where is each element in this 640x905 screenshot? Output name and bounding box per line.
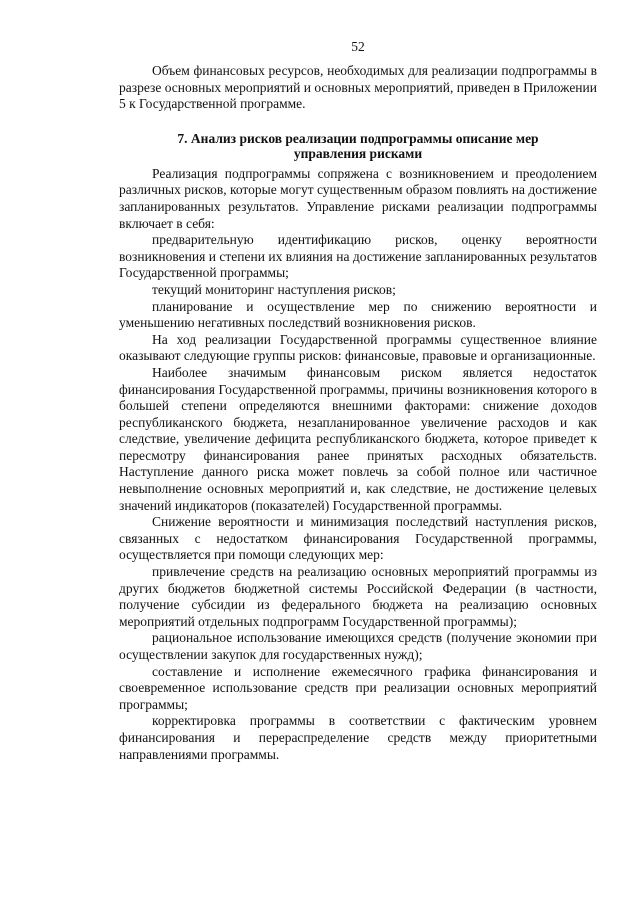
intro-paragraph: Объем финансовых ресурсов, необходимых для реализации подпрограммы в разрезе основных мероприятий и основных мероприятий, приведен в Приложении 5 к Государственной программе. xyxy=(119,63,597,112)
body-paragraph: составление и исполнение ежемесячного графика финансирования и своевременное использование средств при реализации основных мероприятий программы; xyxy=(119,663,597,712)
body-paragraph: предварительную идентификацию рисков, оценку вероятности возникновения и степени их влияния на достижение запланированных результатов Государственной программы; xyxy=(119,232,597,281)
body-paragraph: текущий мониторинг наступления рисков; xyxy=(152,281,396,297)
body-paragraph: рациональное использование имеющихся средств (получение экономии при осуществлении закупок для государственных нужд); xyxy=(119,630,597,662)
body-paragraph: корректировка программы в соответствии с фактическим уровнем финансирования и перераспределение средств между приоритетными направлениями программы. xyxy=(119,713,597,762)
page-number: 52 xyxy=(351,39,365,54)
body-paragraph: На ход реализации Государственной программы существенное влияние оказывают следующие группы рисков: финансовые, правовые и организационные. xyxy=(119,331,597,364)
body-paragraph: Наиболее значимым финансовым риском является недостаток финансирования Государственной программы, причины возникновения которого в большей степени определяются внешними факторами: снижение доходов республиканского бюджета, незапланированное увеличение расходов и как следствие, увеличение дефицита республиканского бюджета, которое приведет к пересмотру финансирования ранее принятых расходных обязательств. Наступление данного риска может повлечь за собой полное или частичное невыполнение основных мероприятий и, как следствие, не достижение целевых значений индикаторов (показателей) Государственной программы. xyxy=(119,364,597,513)
section-heading: 7. Анализ рисков реализации подпрограммы описание мер управления рисками xyxy=(177,130,539,162)
body-paragraph: планирование и осуществление мер по снижению вероятности и уменьшению негативных последствий возникновения рисков. xyxy=(119,298,597,331)
body-paragraph: Реализация подпрограммы сопряжена с возникновением и преодолением различных рисков, которые могут существенным образом повлиять на достижение запланированных результатов. Управление рисками реализации подпрограммы включает в себя: xyxy=(119,165,597,231)
body-paragraph: привлечение средств на реализацию основных мероприятий программы из других бюджетов бюджетной системы Российской Федерации (в частности, получение субсидии из федерального бюджета на реализацию основных мероприятий отдельных подпрограмм Государственной программы); xyxy=(119,564,597,629)
body-paragraph: Снижение вероятности и минимизация последствий наступления рисков, связанных с недостатком финансирования Государственной программы, осуществляется при помощи следующих мер: xyxy=(119,514,597,563)
